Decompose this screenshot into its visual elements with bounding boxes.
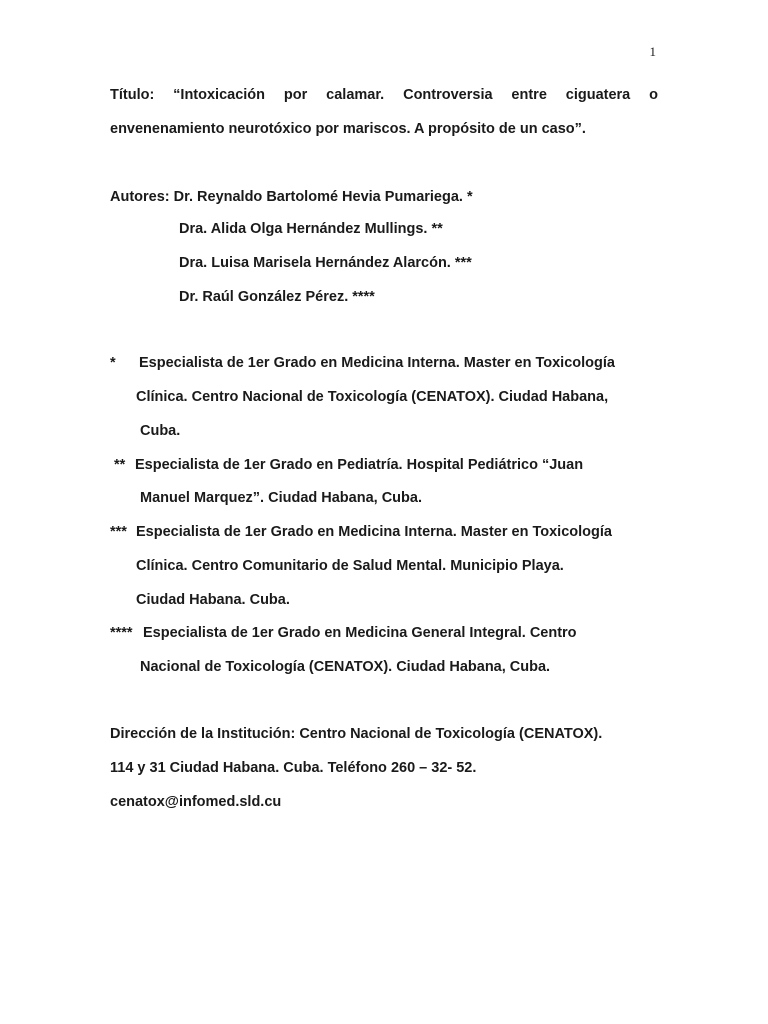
affiliation-line: Clínica. Centro Comunitario de Salud Mental. Municipio Playa. (136, 558, 564, 574)
affiliation-line: Manuel Marquez”. Ciudad Habana, Cuba. (140, 490, 422, 506)
institution-line-1: Dirección de la Institución: Centro Nacional de Toxicología (CENATOX). (110, 726, 603, 742)
affiliation-line: Especialista de 1er Grado en Medicina Interna. Master en Toxicología (139, 355, 615, 371)
affiliation-line: Nacional de Toxicología (CENATOX). Ciudad Habana, Cuba. (140, 659, 551, 675)
author-name: Dra. Luisa Marisela Hernández Alarcón. *** (179, 255, 472, 271)
affiliation-line: Cuba. (140, 423, 181, 439)
title-line-2: envenenamiento neurotóxico por mariscos. A propósito de un caso”. (110, 121, 586, 137)
affiliation-line: Especialista de 1er Grado en Medicina Interna. Master en Toxicología (136, 524, 612, 540)
affiliation-marker: * (110, 355, 116, 371)
author-name: Dr. Reynaldo Bartolomé Hevia Pumariega. * (173, 189, 473, 205)
affiliation-marker: *** (110, 524, 127, 540)
title-line-1: Título: “Intoxicación por calamar. Controversia entre ciguatera o (110, 87, 658, 103)
affiliation-marker: ** (114, 457, 126, 473)
affiliation-marker: **** (110, 625, 133, 641)
page-number: 1 (649, 44, 656, 59)
authors-label: Autores: (110, 189, 170, 205)
authors-line-1 (110, 188, 473, 206)
affiliation-line: Especialista de 1er Grado en Medicina General Integral. Centro (143, 625, 577, 641)
affiliation-line: Clínica. Centro Nacional de Toxicología (CENATOX). Ciudad Habana, (136, 389, 609, 405)
affiliation-line: Ciudad Habana. Cuba. (136, 592, 290, 608)
institution-email: cenatox@infomed.sld.cu (110, 794, 282, 810)
author-name: Dra. Alida Olga Hernández Mullings. ** (179, 221, 443, 237)
author-name: Dr. Raúl González Pérez. **** (179, 289, 375, 305)
affiliation-line: Especialista de 1er Grado en Pediatría. Hospital Pediátrico “Juan (135, 457, 584, 473)
institution-line-2: 114 y 31 Ciudad Habana. Cuba. Teléfono 260 – 32- 52. (110, 760, 477, 776)
